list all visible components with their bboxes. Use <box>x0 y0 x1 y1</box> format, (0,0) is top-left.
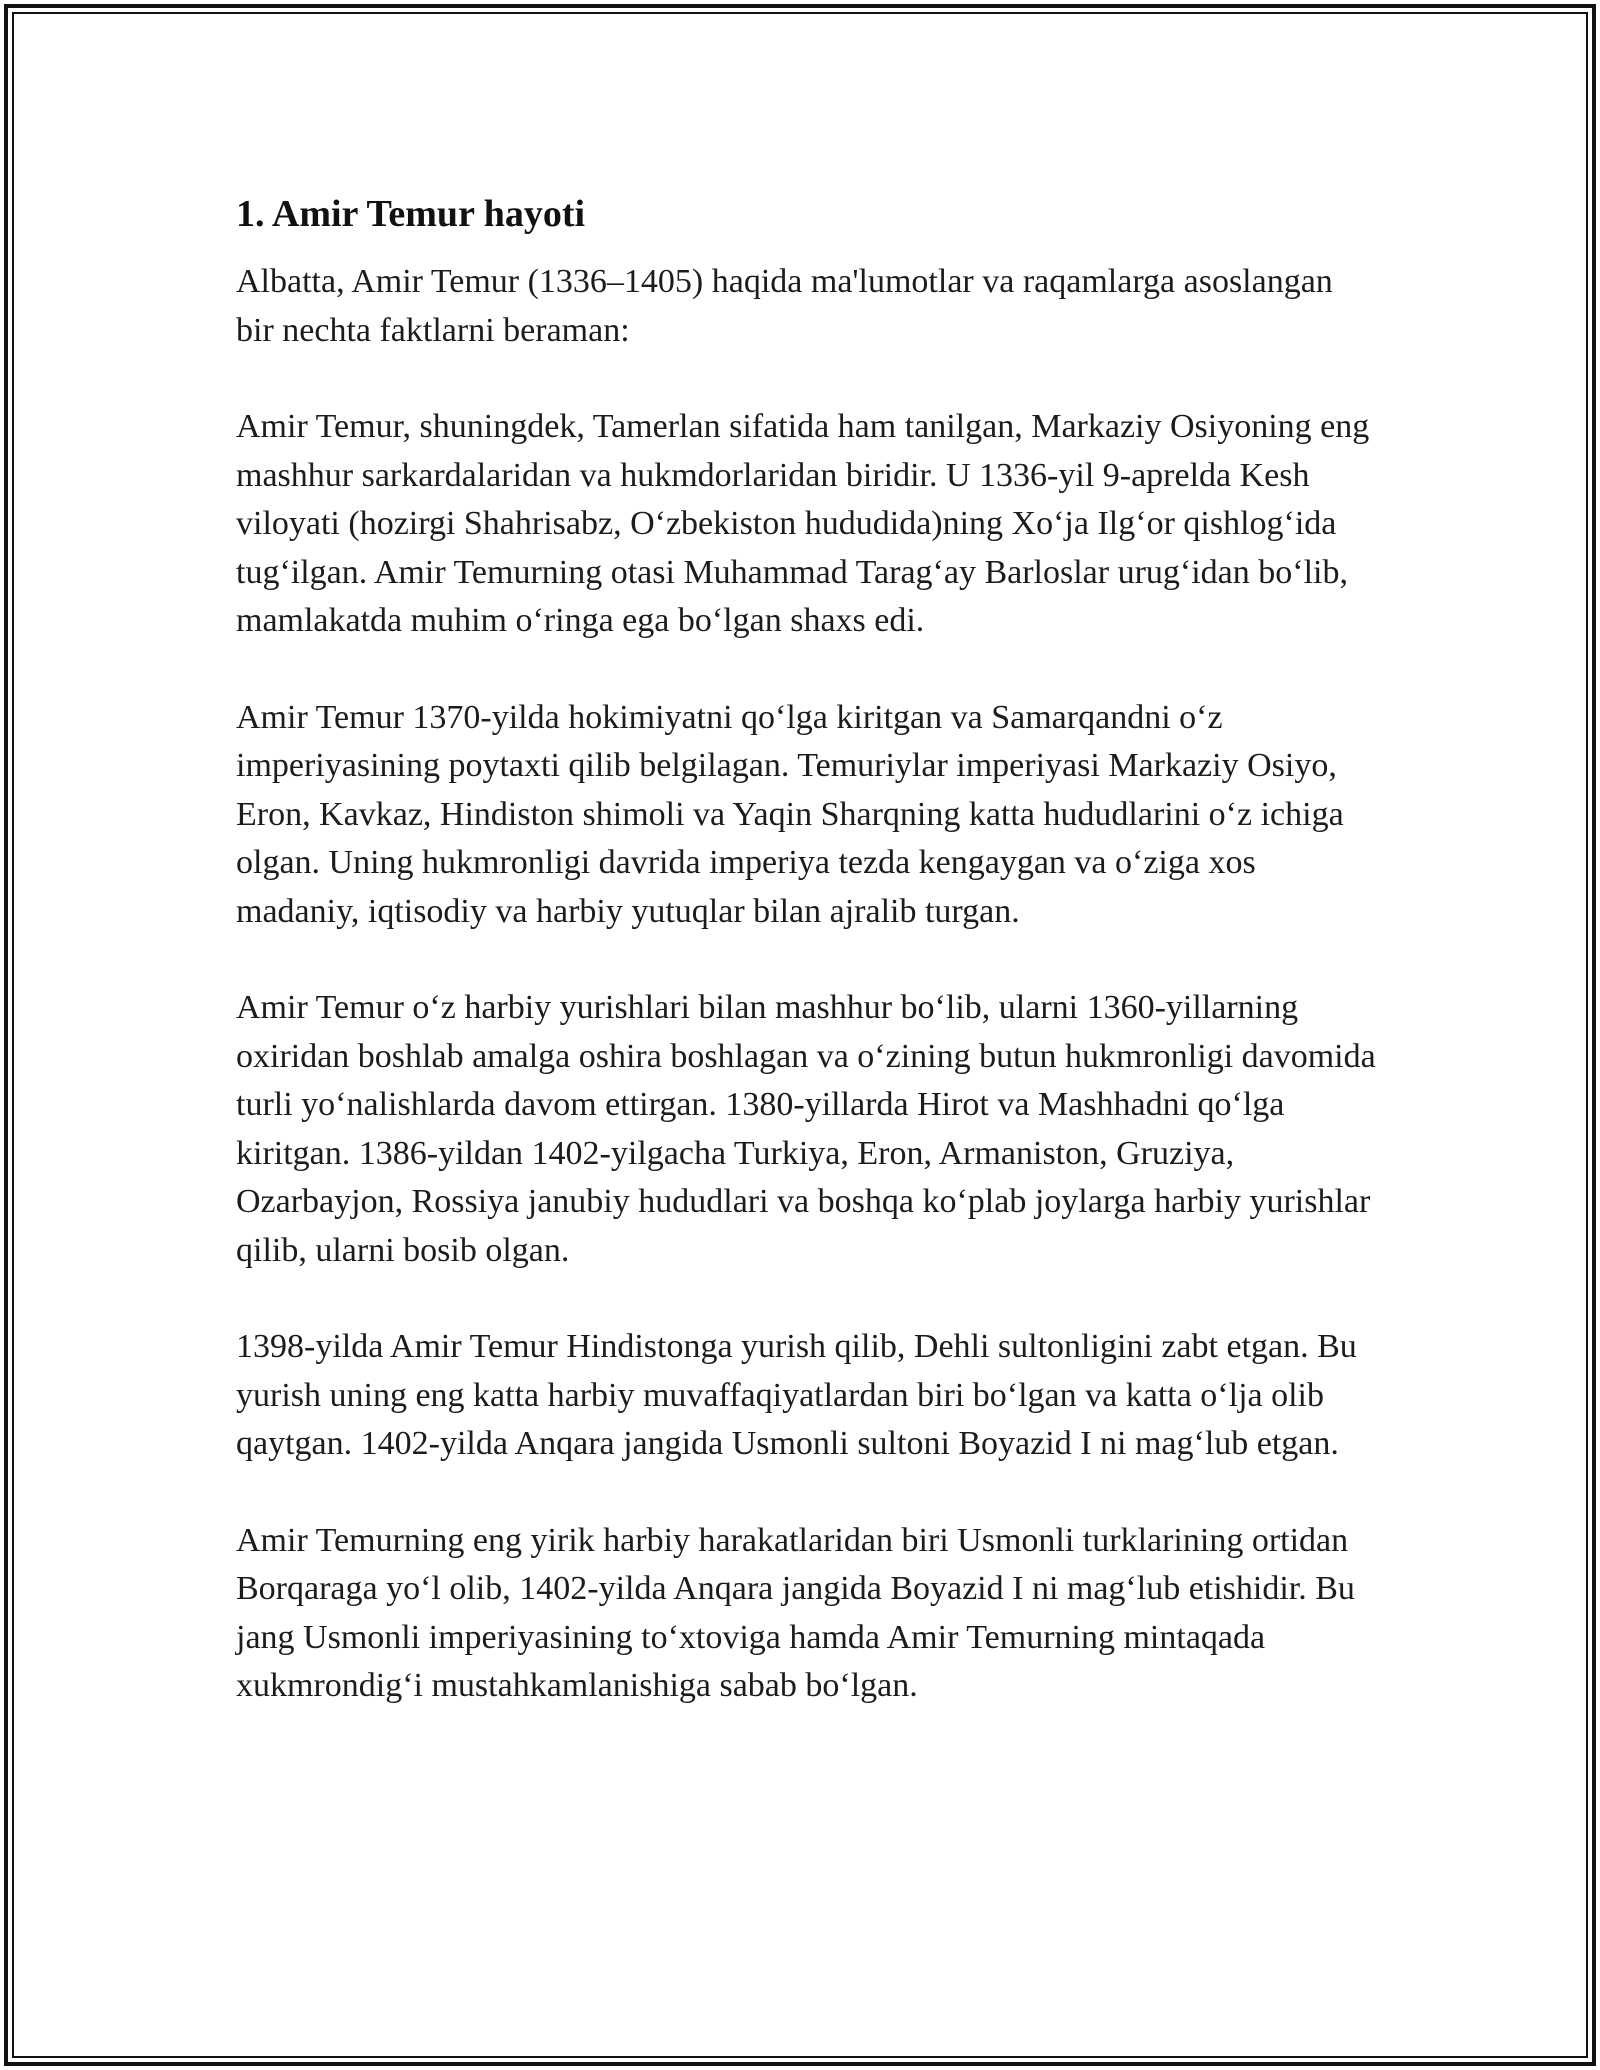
paragraph-empire: Amir Temur 1370-yilda hokimiyatni qo‘lga kiritgan va Samarqandni o‘z imperiyasining poytaxti qilib belgilagan. Temuriylar imperiyasi Markaziy Osiyo, Eron, Kavkaz, Hindiston shimoli va Yaqin Sharqning katta hududlarini o‘z ichiga olgan. Uning hukmronligi davrida imperiya tezda kengaygan va o‘ziga xos madaniy, iqtisodiy va harbiy yutuqlar bilan ajralib turgan. <box>236 698 1344 930</box>
paragraph-birth: Amir Temur, shuningdek, Tamerlan sifatida ham tanilgan, Markaziy Osiyoning eng mashhur sarkardalaridan va hukmdorlaridan biridir. U 1336-yil 9-aprelda Kesh viloyati (hozirgi Shahrisabz, O‘zbekiston hududida)ning Xo‘ja Ilg‘or qishlog‘ida tug‘ilgan. Amir Temurning otasi Muhammad Tarag‘ay Barloslar urug‘idan bo‘lib, mamlakatda muhim o‘ringa ega bo‘lgan shaxs edi. <box>236 408 1370 639</box>
paragraph-india: 1398-yilda Amir Temur Hindistonga yurish qilib, Dehli sultonligini zabt etgan. Bu yurish uning eng katta harbiy muvaffaqiyatlardan biri bo‘lgan va katta o‘lja olib qaytgan. 1402-yilda Anqara jangida Usmonli sultoni Boyazid I ni mag‘lub etgan. <box>236 1328 1357 1462</box>
paragraph-ankara: Amir Temurning eng yirik harbiy harakatlaridan biri Usmonli turklarining ortidan Borqaraga yo‘l olib, 1402-yilda Anqara jangida Boyazid I ni mag‘lub etishidir. Bu jang Usmonli imperiyasining to‘xtoviga hamda Amir Temurning mintaqada xukmrondig‘i mustahkamlanishiga sabab bo‘lgan. <box>236 1521 1355 1704</box>
paragraph-campaigns: Amir Temur o‘z harbiy yurishlari bilan mashhur bo‘lib, ularni 1360-yillarning oxiridan boshlab amalga oshira boshlagan va o‘zining butun hukmronligi davomida turli yo‘nalishlarda davom ettirgan. 1380-yillarda Hirot va Mashhadni qo‘lga kiritgan. 1386-yildan 1402-yilgacha Turkiya, Eron, Armaniston, Gruziya, Ozarbayjon, Rossiya janubiy hududlari va boshqa ko‘plab joylarga harbiy yurishlar qilib, ularni bosib olgan. <box>236 989 1376 1269</box>
section-heading: 1. Amir Temur hayoti <box>236 193 586 235</box>
document-body <box>236 190 1376 1759</box>
paragraph-intro: Albatta, Amir Temur (1336–1405) haqida ma'lumotlar va raqamlarga asoslangan bir nechta faktlarni beraman: <box>236 263 1333 349</box>
